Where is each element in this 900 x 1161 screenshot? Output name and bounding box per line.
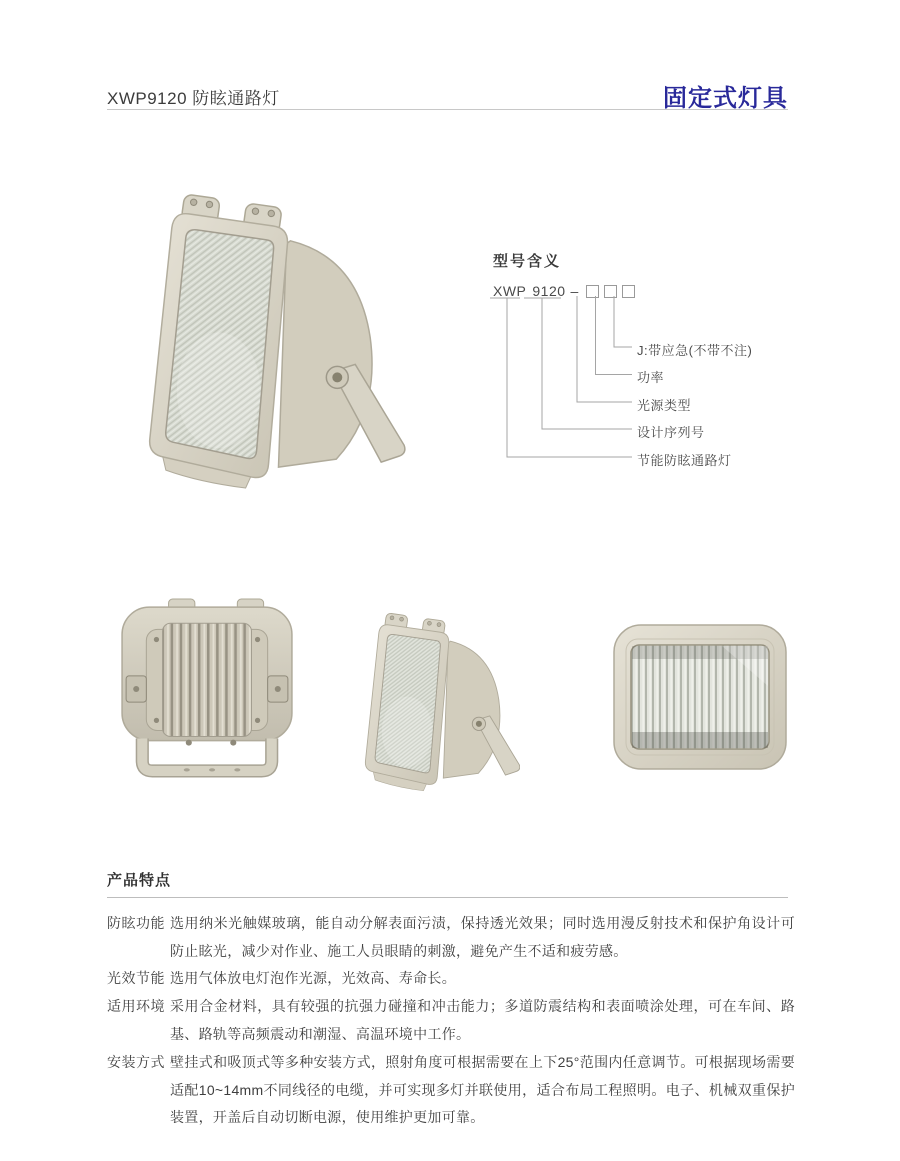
model-label-design-series: 设计序列号	[637, 425, 705, 440]
model-series: 9120	[532, 283, 566, 299]
model-label-power: 功率	[637, 370, 665, 385]
model-label-product-name: 节能防眩通路灯	[637, 453, 732, 468]
feature-label: 光效节能	[107, 970, 165, 986]
feature-label: 安装方式	[107, 1054, 165, 1070]
feature-item-installation	[107, 1049, 795, 1132]
model-label-emergency: J:带应急(不带不注)	[637, 343, 753, 358]
feature-label: 防眩功能	[107, 915, 165, 931]
feature-label: 适用环境	[107, 998, 165, 1014]
feature-text: 采用合金材料，具有较强的抗强力碰撞和冲击能力；多道防震结构和表面喷涂处理，可在车间、路基、路轨等高频震动和潮湿、高温环境中工作。	[170, 998, 795, 1042]
model-meaning-diagram	[485, 245, 817, 481]
product-photo-angled-small	[360, 608, 520, 798]
feature-item-environment	[107, 993, 795, 1048]
features-section-title: 产品特点	[107, 872, 172, 889]
product-photo-angled-main	[140, 186, 406, 500]
feature-item-efficiency	[107, 965, 795, 993]
features-divider	[107, 897, 788, 898]
page-title: XWP9120 防眩通路灯	[107, 89, 280, 108]
model-dash: –	[570, 283, 579, 299]
feature-text: 选用纳米光触媒玻璃，能自动分解表面污渍，保持透光效果；同时选用漫反射技术和保护角设计可防止眩光，减少对作业、施工人员眼睛的刺激，避免产生不适和疲劳感。	[170, 915, 795, 959]
feature-text: 选用气体放电灯泡作光源，光效高、寿命长。	[170, 970, 456, 986]
model-label-source-type: 光源类型	[637, 398, 692, 413]
header-divider	[107, 109, 788, 110]
feature-item-antiglare	[107, 910, 795, 965]
diagram-title: 型号含义	[493, 253, 562, 270]
diagram-connector-lines	[485, 245, 817, 481]
model-prefix: XWP	[493, 283, 527, 299]
feature-text: 壁挂式和吸顶式等多种安装方式，照射角度可根据需要在上下25°范围内任意调节。可根据现场需要适配10~14mm不同线径的电缆，并可实现多灯并联使用，适合布局工程照明。电子、机械双重保护装置，开盖后自动切断电源，使用维护更加可靠。	[170, 1054, 795, 1125]
product-photo-back	[116, 596, 298, 780]
category-title: 固定式灯具	[663, 85, 788, 112]
product-photo-front	[610, 620, 790, 776]
